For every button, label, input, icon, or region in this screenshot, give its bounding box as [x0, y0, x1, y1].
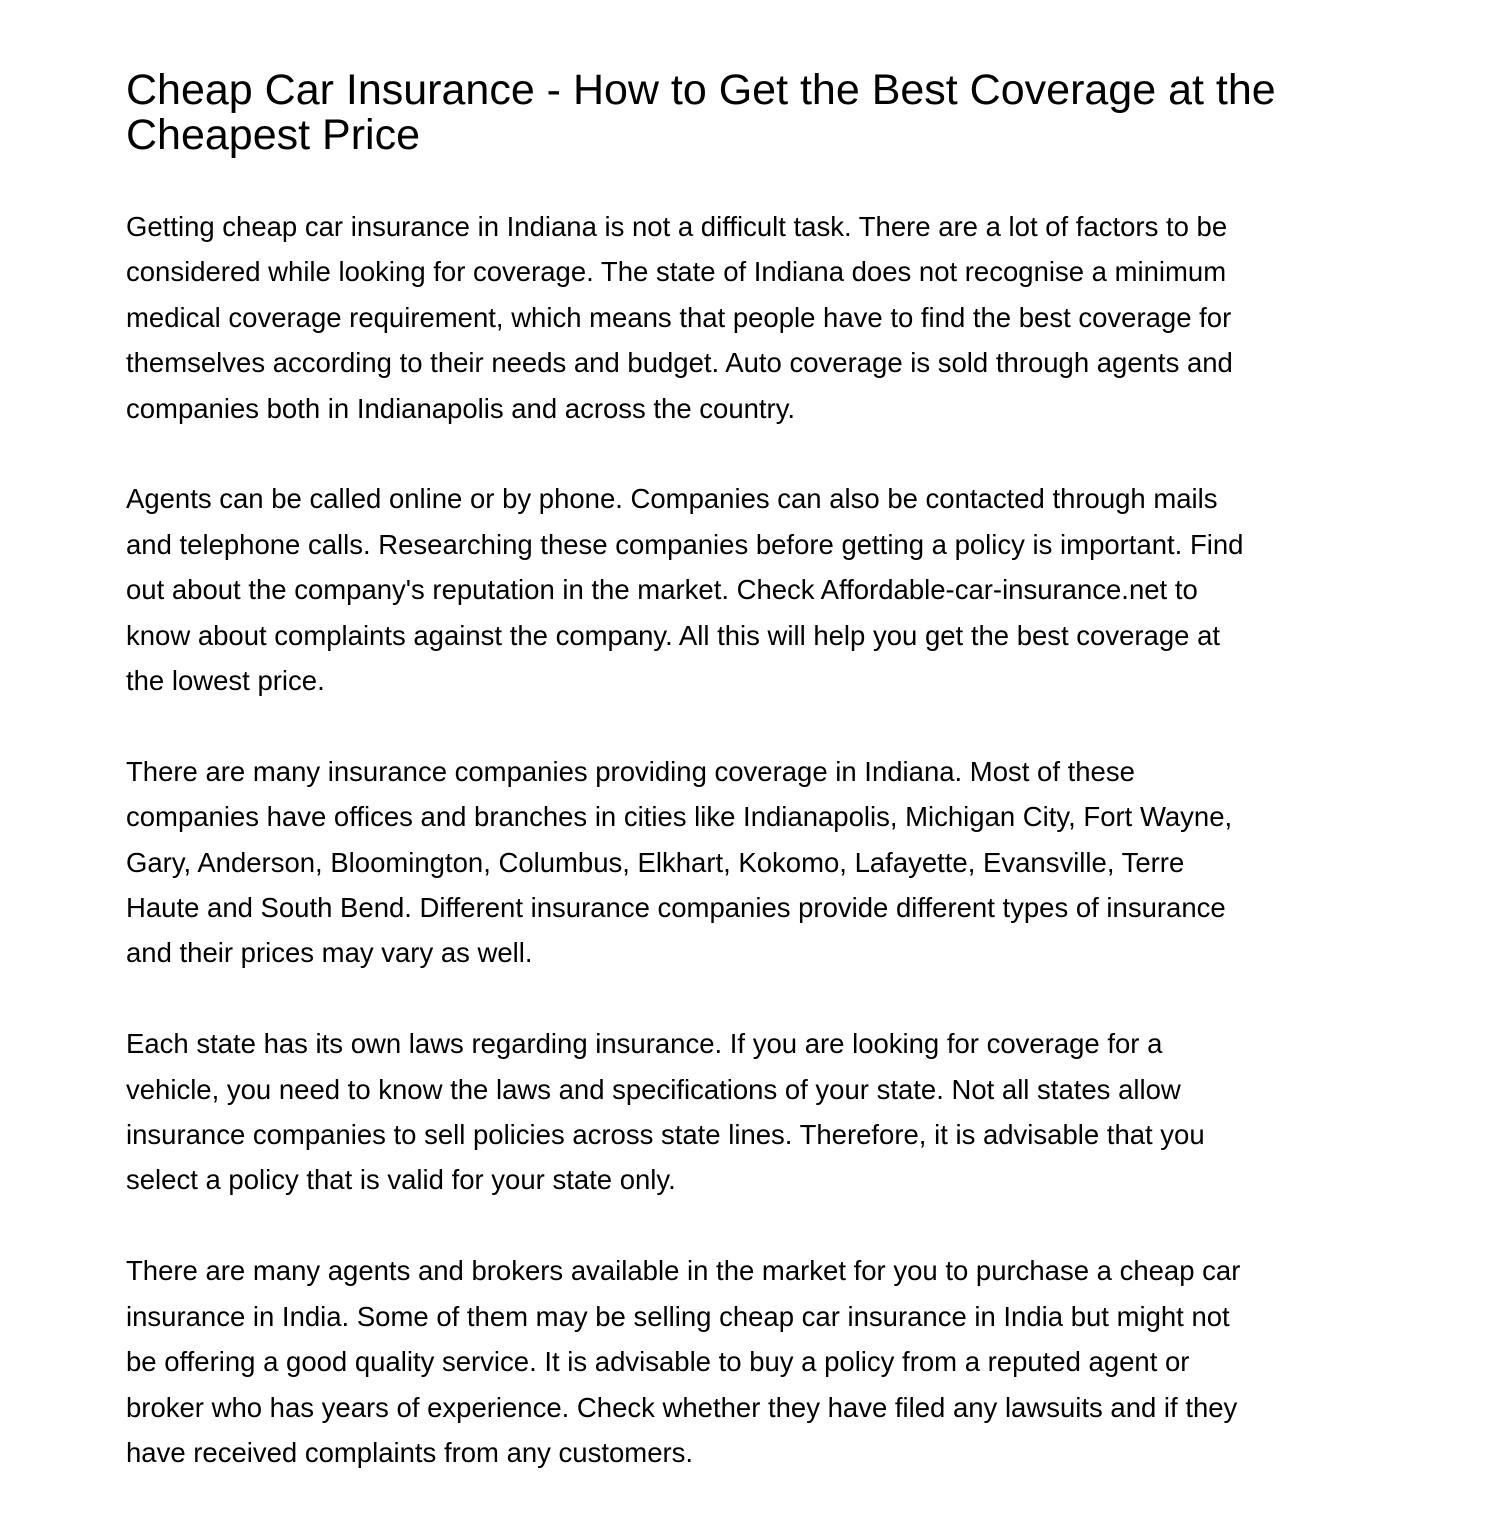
paragraph-line: medical coverage requirement, which means that people have to find the best coverage for — [126, 301, 1232, 333]
paragraph-line: There are many agents and brokers available in the market for you to purchase a cheap car — [126, 1255, 1241, 1287]
document-title — [126, 68, 1386, 158]
paragraph-line: There are many insurance companies providing coverage in Indiana. Most of these — [126, 755, 1135, 787]
paragraph-line: and their prices may vary as well. — [126, 937, 533, 969]
document-page — [126, 68, 1386, 1521]
paragraph-line: considered while looking for coverage. The state of Indiana does not recognise a minimum — [126, 256, 1227, 288]
paragraph — [126, 1248, 1386, 1475]
paragraph-line: know about complaints against the company. All this will help you get the best coverage at — [126, 619, 1221, 651]
paragraph-line: be offering a good quality service. It is advisable to buy a policy from a reputed agent or — [126, 1346, 1190, 1378]
paragraph-line: insurance in India. Some of them may be selling cheap car insurance in India but might not — [126, 1300, 1230, 1332]
paragraph-line: companies have offices and branches in cities like Indianapolis, Michigan City, Fort Wayne, — [126, 801, 1233, 833]
paragraph-line: and telephone calls. Researching these companies before getting a policy is important. Find — [126, 528, 1244, 560]
paragraph-line: Gary, Anderson, Bloomington, Columbus, Elkhart, Kokomo, Lafayette, Evansville, Terre — [126, 846, 1185, 878]
paragraph-line: companies both in Indianapolis and across the country. — [126, 392, 796, 424]
paragraph-line: have received complaints from any customers. — [126, 1436, 694, 1468]
paragraph-line: select a policy that is valid for your state only. — [126, 1164, 676, 1196]
paragraph-line: Haute and South Bend. Different insurance companies provide different types of insurance — [126, 892, 1226, 924]
paragraph — [126, 204, 1386, 431]
paragraph-line: the lowest price. — [126, 665, 325, 697]
paragraph-line: broker who has years of experience. Check whether they have filed any lawsuits and if they — [126, 1391, 1238, 1423]
paragraph — [126, 476, 1386, 703]
paragraph-line: Getting cheap car insurance in Indiana is not a difficult task. There are a lot of factors to be — [126, 211, 1228, 242]
title-line: Cheap Car Insurance - How to Get the Best Coverage at the — [126, 66, 1276, 114]
paragraph-line: out about the company's reputation in the market. Check Affordable-car-insurance.net to — [126, 574, 1198, 606]
paragraph — [126, 749, 1386, 976]
title-line: Cheapest Price — [126, 111, 420, 159]
paragraph-line: Agents can be called online or by phone. Companies can also be contacted through mails — [126, 483, 1218, 515]
paragraph-line: vehicle, you need to know the laws and specifications of your state. Not all states allow — [126, 1073, 1181, 1105]
document-body — [126, 204, 1386, 1475]
paragraph-line: themselves according to their needs and budget. Auto coverage is sold through agents and — [126, 347, 1233, 379]
paragraph-line: Each state has its own laws regarding insurance. If you are looking for coverage for a — [126, 1028, 1163, 1060]
paragraph-line: insurance companies to sell policies across state lines. Therefore, it is advisable that you — [126, 1119, 1205, 1151]
paragraph — [126, 1021, 1386, 1203]
